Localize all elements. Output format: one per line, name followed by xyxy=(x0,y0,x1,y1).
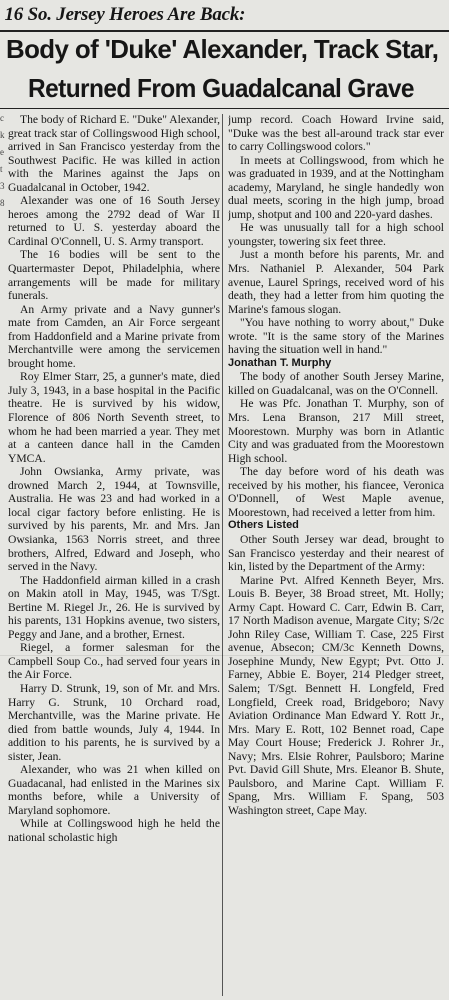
rule-top xyxy=(0,30,449,32)
article-column-left xyxy=(8,113,220,998)
left-margin-fragment: c k e t 3 8 xyxy=(0,113,5,208)
left-paragraph: John Owsianka, Army private, was drowned March 2, 1944, at Townsville, Australia. He was 23 and had worked in a local cigar factory before enlisting. He is survived by his parents, Mr. and Mrs. Jan Owsianka, 1563 Norris street, and three brothers, Alfred, Edward and Joseph, who served in the Navy. xyxy=(8,465,220,574)
left-paragraph: Riegel, a former salesman for the Campbell Soup Co., had served four years in the Air Force. xyxy=(8,641,220,682)
left-paragraph: An Army private and a Navy gunner's mate from Camden, an Air Force sergeant from Haddonfield and a Marine private from Merchantville were among the servicemen brought home. xyxy=(8,302,220,370)
left-paragraph: Alexander, who was 21 when killed on Guadacanal, had enlisted in the Marines six months before, while a University of Maryland sophomore. xyxy=(8,763,220,817)
left-paragraph: Alexander was one of 16 South Jersey heroes among the 2792 dead of War II returned to U. S. yesterday aboard the Cardinal O'Connell, U. S. Army transport. xyxy=(8,194,220,248)
left-paragraph: The Haddonfield airman killed in a crash on Makin atoll in May, 1945, was T/Sgt. Bertine M. Riegel Jr., 26. He is survived by his parents, 131 Hopkins avenue, two sisters, Peggy and Jane, and a brother, Ernest. xyxy=(8,573,220,641)
right-paragraph: Other South Jersey war dead, brought to San Francisco yesterday and their nearest of kin, listed by the Department of the Army: xyxy=(228,532,444,574)
right-paragraph: Marine Pvt. Alfred Kenneth Beyer, Mrs. Louis B. Beyer, 38 Broad street, Mt. Holly; Army Capt. Howard C. Carr, Edwin B. Carr, 17 North Madison avenue, Margate City; S/2c John Riley Case, William T. Case, 225 First avenue, Absecon; CM/3c Kenneth Downs, Josephine Mundy, New Egypt; Pvt. Otto J. Farney, Abbie E. Boyer, 214 Pledger street, Salem; T/Sgt. Bennett H. Longfeld, Fred Longfield, Creek road, Bridgeboro; Navy Aviation Ordinance Man Edward Y. Rott Jr., Mrs. Mary E. Rott, 102 Bennet road, Cape May Court House; Frederick J. Rohrer Jr., Navy; Mrs. Elsie Rohrer, Paulsboro; Marine Pvt. David Gill Shute, Mrs. Eleanor B. Shute, Paulsboro, and Marine Capt. William F. Spang, Mrs. William F. Spang, 503 Washington street, Cape May. xyxy=(228,573,444,817)
rule-under-headline xyxy=(0,108,449,109)
subheading: Others Listed xyxy=(228,519,299,532)
right-paragraph: He was Pfc. Jonathan T. Murphy, son of Mrs. Lena Branson, 217 Mill street, Moorestown. Murphy was born in Atlantic City and was graduated from the Moorestown High school. xyxy=(228,397,444,465)
right-paragraph: "You have nothing to worry about," Duke wrote. "It is the same story of the Marines having the situation well in hand." xyxy=(228,316,444,357)
left-paragraph: The 16 bodies will be sent to the Quartermaster Depot, Philadelphia, where arrangements will be made for military funerals. xyxy=(8,248,220,303)
kicker-headline: 16 So. Jersey Heroes Are Back: xyxy=(4,4,246,25)
column-rule xyxy=(222,114,223,996)
article-column-right xyxy=(228,113,444,998)
right-paragraph: Just a month before his parents, Mr. and Mrs. Nathaniel P. Alexander, 504 Park avenue, Laurel Springs, received word of his death, they had a letter from him quoting the Marine's famous slogan. xyxy=(228,248,444,316)
headline-line-1: Body of 'Duke' Alexander, Track Star, xyxy=(6,34,439,64)
right-paragraph: The day before word of his death was received by his mother, his fiancee, Veronica O'Donnell, of West Maple avenue, Moorestown, had received a letter from him. xyxy=(228,465,444,519)
headline-line-2: Returned From Guadalcanal Grave xyxy=(28,73,414,103)
right-paragraph: He was unusually tall for a high school youngster, towering six feet three. xyxy=(228,221,444,248)
left-paragraph: While at Collingswood high he held the national scholastic high xyxy=(8,817,220,844)
left-paragraph: The body of Richard E. "Duke" Alexander, great track star of Collingswood High school, arrived in San Francisco yesterday from the Southwest Pacific. He was killed in action with the Marines against the Japs on Guadalcanal in October, 1942. xyxy=(8,113,220,194)
left-paragraph: Roy Elmer Starr, 25, a gunner's mate, died July 3, 1943, in a base hospital in the Pacific theatre. He is survived by his widow, Florence of 806 North Seventh street, to whom he had been married a year. They met at a canteen dance hall in the Camden YMCA. xyxy=(8,370,220,465)
left-paragraph: Harry D. Strunk, 19, son of Mr. and Mrs. Harry G. Strunk, 10 Orchard road, Merchantville, was the Marine private. He died from battle wounds, July 4, 1944. In addition to his parents, he is survived by a sister, Jean. xyxy=(8,681,220,763)
subheading: Jonathan T. Murphy xyxy=(228,356,332,369)
right-paragraph: In meets at Collingswood, from which he was graduated in 1939, and at the Nottingham academy, Maryland, he single handedly won dual meets, scoring in the high jump, broad jump, shotput and 100 and 220-yard dashes. xyxy=(228,153,444,221)
continued-paragraph: jump record. Coach Howard Irvine said, "Duke was the best all-around track star ever to carry Collingswood colors." xyxy=(228,113,444,154)
right-paragraph: The body of another South Jersey Marine, killed on Guadalcanal, was on the O'Connell. xyxy=(228,370,444,397)
paper-fold xyxy=(0,655,449,656)
